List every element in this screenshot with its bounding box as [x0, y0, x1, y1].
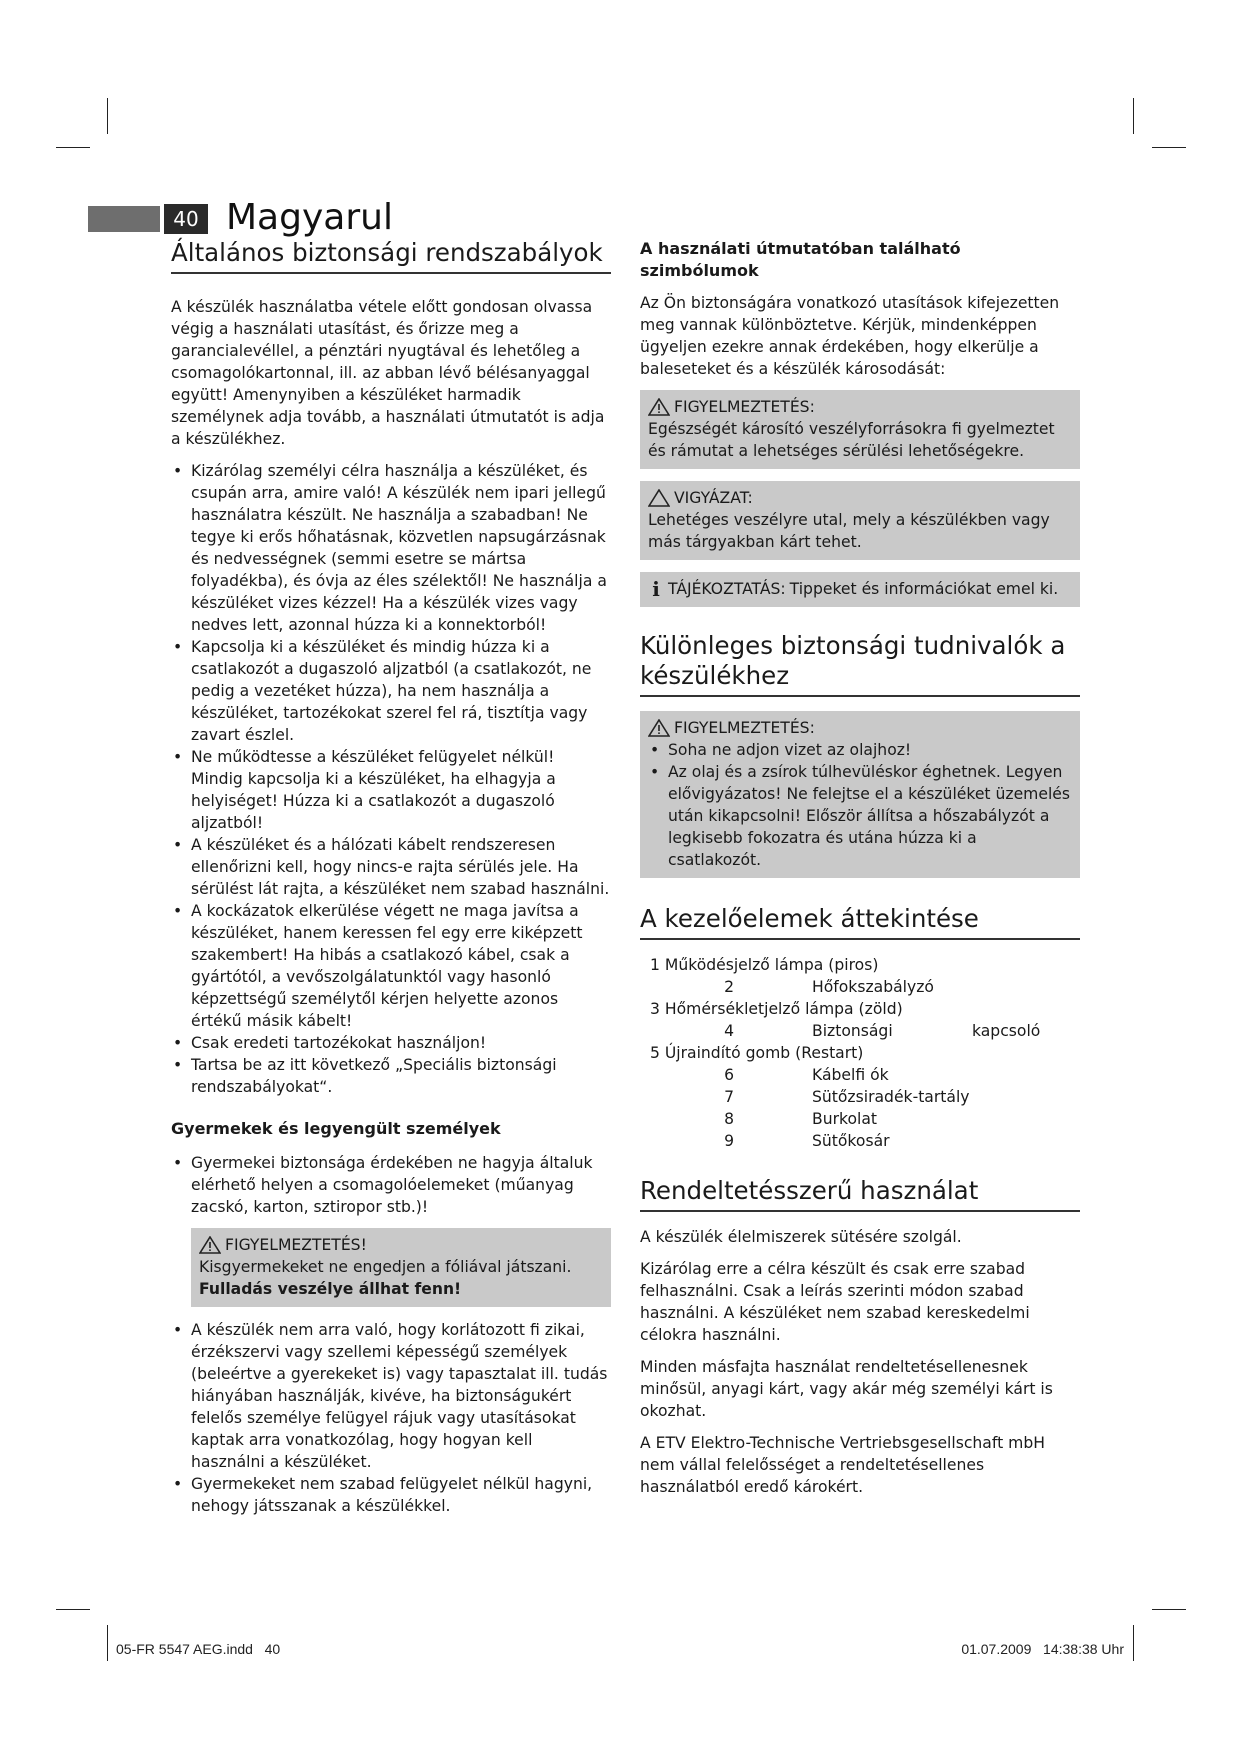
- info-line: [648, 578, 1072, 600]
- intended-use-heading: Rendeltetésszerű használat: [640, 1176, 1080, 1212]
- crop-mark: [1152, 1609, 1186, 1610]
- overview-item: [650, 1064, 1080, 1086]
- crop-mark: [1133, 98, 1134, 134]
- right-column: [640, 238, 1080, 1508]
- warning-title: [199, 1234, 603, 1256]
- overview-num: 2: [724, 978, 734, 996]
- overview-item: 1 Működésjelző lámpa (piros): [650, 956, 879, 974]
- list-item: • Kizárólag személyi célra használja a készüléket, és csupán arra, amire való! A készülék nem ipari jellegű használatra készült. Ne használja a szabadban! Ne tegye ki erős hőhatásnak, közvetlen napsugárzásnak és nedvességnek (semmi esetre se mártsa folyadékba), és óvja az éles szélektől! Ne használja a készüléket vizes kézzel! Ha a készülék vizes vagy nedves lett, azonnal húzza ki a konnektorból!: [171, 460, 611, 636]
- more-list: [171, 1319, 611, 1517]
- list-item: • A kockázatok elkerülése végett ne maga javítsa a készüléket, hanem keressen fel egy erre kiképzett szakembert! Ha hibás a csatlakozó kábel, csak a gyártótól, a vevőszolgálatunktól vagy hasonló képzettségű személytől kérjen helyette azonos értékű másik kábelt!: [171, 900, 611, 1032]
- overview-heading: A kezelőelemek áttekintése: [640, 904, 1080, 940]
- list-item: • Gyermekei biztonsága érdekében ne hagyja általuk elérhető helyen a csomagolóelemeket (műanyag zacskó, karton, sztiropor stb.)!: [171, 1152, 611, 1218]
- warning-text: Egészségét károsító veszélyforrásokra fi gyelmeztet és rámutat a lehetséges sérülési lehetőségekre.: [648, 420, 1055, 460]
- symbols-heading: A használati útmutatóban található szimbólumok: [640, 239, 961, 280]
- warning-box: [640, 390, 1080, 469]
- language-title: Magyarul: [226, 197, 393, 238]
- overview-label: Sütőzsiradék-tartály: [812, 1088, 970, 1106]
- overview-num: 4: [724, 1022, 734, 1040]
- special-warning-title: [648, 717, 1072, 739]
- warning-title: [648, 396, 1072, 418]
- overview-item: [650, 976, 1080, 998]
- info-title: TÁJÉKOZTATÁS:: [668, 580, 786, 598]
- general-safety-heading: Általános biztonsági rendszabályok: [171, 238, 611, 274]
- warning-box: [191, 1228, 611, 1307]
- list-item: • Kapcsolja ki a készüléket és mindig húzza ki a csatlakozót a dugaszoló aljzatból (a csatlakozót, ne pedig a vezetéket húzza), ha nem használja a készüléket, tartozékokat szerel fel rá, tisztítja vagy zavart észlel.: [171, 636, 611, 746]
- overview-item: [650, 1130, 1080, 1152]
- crop-mark: [1152, 147, 1186, 148]
- list-item: • A készüléket és a hálózati kábelt rendszeresen ellenőrizni kell, hogy nincs-e rajta sérülés jele. Ha sérülést lát rajta, a készüléket nem szabad használni.: [171, 834, 611, 900]
- list-item: • Gyermekeket nem szabad felügyelet nélkül hagyni, nehogy játsszanak a készülékkel.: [171, 1473, 611, 1517]
- crop-mark: [1133, 1625, 1134, 1661]
- overview-label: Hőfokszabályzó: [812, 978, 934, 996]
- list-item: • Az olaj és a zsírok túlhevüléskor éghetnek. Legyen elővigyázatos! Ne felejtse el a készüléket üzemelés után kikapcsolni! Először állítsa a hőszabályzót a legkisebb fokozatra és utána húzza ki a csatlakozót.: [648, 761, 1072, 871]
- special-safety-heading: Különleges biztonsági tudnivalók a készülékhez: [640, 631, 1080, 697]
- caution-title-text: VIGYÁZAT:: [674, 489, 753, 507]
- warning-triangle-icon: [648, 398, 670, 416]
- caution-text: Lehetéges veszélyre utal, mely a készülékben vagy más tárgyakban kárt tehet.: [648, 511, 1050, 551]
- intended-paragraph: Kizárólag erre a célra készült és csak erre szabad felhasználni. Csak a leírás szerinti módon szabad használni. A készüléket nem szabad kereskedelmi célokra használni.: [640, 1260, 1030, 1344]
- warning-line: Kisgyermekeket ne engedjen a fóliával játszani.: [199, 1258, 572, 1276]
- overview-label: Biztonsági: [812, 1022, 893, 1040]
- intro-paragraph: A készülék használatba vétele előtt gondosan olvassa végig a használati utasítást, és őrizze meg a garancialevéllel, a pénztári nyugtával és lehetőleg a csomagolókartonnal, ill. az abban lévő bélésanyaggal együtt! Amenynyiben a készüléket harmadik személynek adja tovább, a használati útmutatót is adja a készülékhez.: [171, 298, 605, 448]
- special-warning-box: [640, 711, 1080, 878]
- overview-item: 5 Újraindító gomb (Restart): [650, 1044, 864, 1062]
- footer-datetime: 01.07.2009 14:38:38 Uhr: [961, 1641, 1124, 1657]
- overview-label: Burkolat: [812, 1110, 878, 1128]
- header-bar: [88, 206, 160, 232]
- info-icon: i: [652, 577, 660, 601]
- overview-label-extra: kapcsoló: [972, 1022, 1041, 1040]
- overview-num: 6: [724, 1066, 734, 1084]
- overview-label: Kábelfi ók: [812, 1066, 889, 1084]
- footer-file: 05-FR 5547 AEG.indd 40: [116, 1641, 281, 1657]
- symbols-intro: Az Ön biztonságára vonatkozó utasítások kifejezetten meg vannak különböztetve. Kérjük, mindenképpen ügyeljen ezekre annak érdekében, hogy elkerülje a baleseteket és a készülék károsodását:: [640, 294, 1060, 378]
- overview-item: [650, 1108, 1080, 1130]
- page-number: 40: [164, 204, 208, 234]
- crop-mark: [56, 147, 90, 148]
- list-item: • Csak eredeti tartozékokat használjon!: [171, 1032, 611, 1054]
- list-item: • Ne működtesse a készüléket felügyelet nélkül! Mindig kapcsolja ki a készüléket, ha elhagyja a helyiséget! Húzza ki a csatlakozót a dugaszoló aljzatból!: [171, 746, 611, 834]
- caution-title: [648, 487, 1072, 509]
- overview-num: 8: [724, 1110, 734, 1128]
- safety-list: [171, 460, 611, 1098]
- crop-mark: [107, 1625, 108, 1661]
- overview-item: [650, 1020, 1080, 1042]
- warning-triangle-icon: [648, 719, 670, 737]
- list-item: • A készülék nem arra való, hogy korlátozott fi zikai, érzékszervi vagy szellemi képességű személyek (beleértve a gyerekeket is) vagy tapasztalat ill. tudás hiányában használják, kivéve, ha biztonságukért felelős személye felügyel rájuk vagy utasításokat kaptak arra vonatkozólag, hogy hogyan kell használni a készüléket.: [171, 1319, 611, 1473]
- children-heading: Gyermekek és legyengült személyek: [171, 1119, 501, 1138]
- special-warning-list: [648, 739, 1072, 871]
- warning-title-text: FIGYELMEZTETÉS!: [225, 1236, 367, 1254]
- caution-box: [640, 481, 1080, 560]
- caution-triangle-icon: [648, 489, 670, 507]
- left-column: [171, 238, 611, 1527]
- warning-title-text: FIGYELMEZTETÉS:: [674, 398, 815, 416]
- crop-mark: [56, 1609, 90, 1610]
- crop-mark: [107, 98, 108, 134]
- overview-item: 3 Hőmérsékletjelző lámpa (zöld): [650, 1000, 903, 1018]
- list-item: • Tartsa be az itt következő „Speciális biztonsági rendszabályokat“.: [171, 1054, 611, 1098]
- overview-list: [640, 954, 1080, 1152]
- overview-item: [650, 1086, 1080, 1108]
- warning-triangle-icon: [199, 1236, 221, 1254]
- intended-paragraph: A ETV Elektro-Technische Vertriebsgesellschaft mbH nem vállal felelősséget a rendeltetésellenes használatból eredő károkért.: [640, 1434, 1045, 1496]
- overview-label: Sütőkosár: [812, 1132, 890, 1150]
- intended-paragraph: A készülék élelmiszerek sütésére szolgál.: [640, 1228, 962, 1246]
- overview-num: 7: [724, 1088, 734, 1106]
- overview-num: 9: [724, 1132, 734, 1150]
- list-item: • Soha ne adjon vizet az olajhoz!: [648, 739, 1072, 761]
- special-warning-title-text: FIGYELMEZTETÉS:: [674, 719, 815, 737]
- info-box: [640, 572, 1080, 607]
- children-list: [171, 1152, 611, 1218]
- intended-paragraph: Minden másfajta használat rendeltetésellenesnek minősül, anyagi kárt, vagy akár még személyi kárt is okozhat.: [640, 1358, 1053, 1420]
- warning-line-bold: Fulladás veszélye állhat fenn!: [199, 1280, 462, 1298]
- info-text: Tippeket és információkat emel ki.: [789, 580, 1059, 598]
